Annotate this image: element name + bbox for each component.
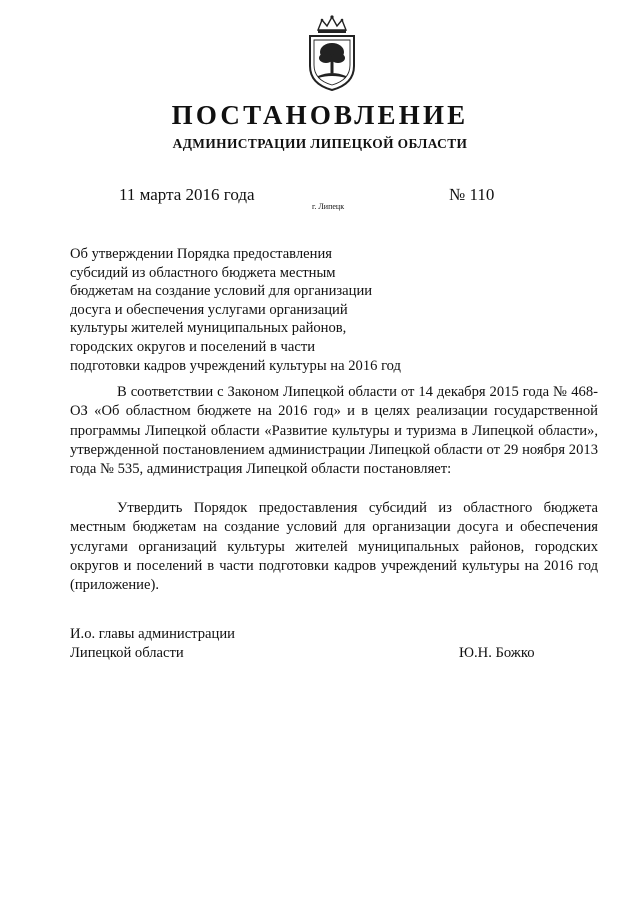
lipetsk-coat-of-arms-icon	[300, 14, 364, 92]
subject-line: досуга и обеспечения услугами организаций	[70, 301, 348, 318]
subject-line: субсидий из областного бюджета местным	[70, 264, 336, 281]
body-paragraph-resolution: Утвердить Порядок предоставления субсидий из областного бюджета местным бюджетам на создание условий для организации досуга и обеспечения услугами организаций культуры жителей муниципальных районов, городских округов и поселений в части подготовки кадров учреждений культуры на 2016 год (приложение).	[70, 500, 598, 594]
document-title: ПОСТАНОВЛЕНИЕ	[171, 100, 469, 130]
subject-line: городских округов и поселений в части	[70, 338, 316, 355]
subject-line: Об утверждении Порядка предоставления	[70, 246, 332, 262]
signatory-name: Ю.Н. Божко	[459, 645, 535, 661]
signatory-title: И.о. главы администрации	[70, 626, 235, 642]
document-number: № 110	[449, 185, 495, 204]
document-city: г. Липецк	[312, 202, 345, 211]
subject-line: бюджетам на создание условий для организации	[70, 283, 373, 300]
document-date: 11 марта 2016 года	[119, 185, 255, 204]
subject-line: культуры жителей муниципальных районов,	[70, 320, 347, 337]
signatory-region: Липецкой области	[70, 645, 184, 661]
document-subject	[70, 245, 450, 375]
body-paragraph-preamble: В соответствии с Законом Липецкой области от 14 декабря 2015 года № 468-ОЗ «Об областном бюджете на 2016 год» и в целях реализации государственной программы Липецкой области «Развитие культуры и туризма в Липецкой области», утвержденной постановлением администрации Липецкой области от 29 ноября 2013 года № 535, администрация Липецкой области постановляет:	[70, 384, 598, 478]
document-subtitle: АДМИНИСТРАЦИИ ЛИПЕЦКОЙ ОБЛАСТИ	[172, 136, 468, 151]
subject-line: подготовки кадров учреждений культуры на 2016 год	[70, 357, 401, 374]
